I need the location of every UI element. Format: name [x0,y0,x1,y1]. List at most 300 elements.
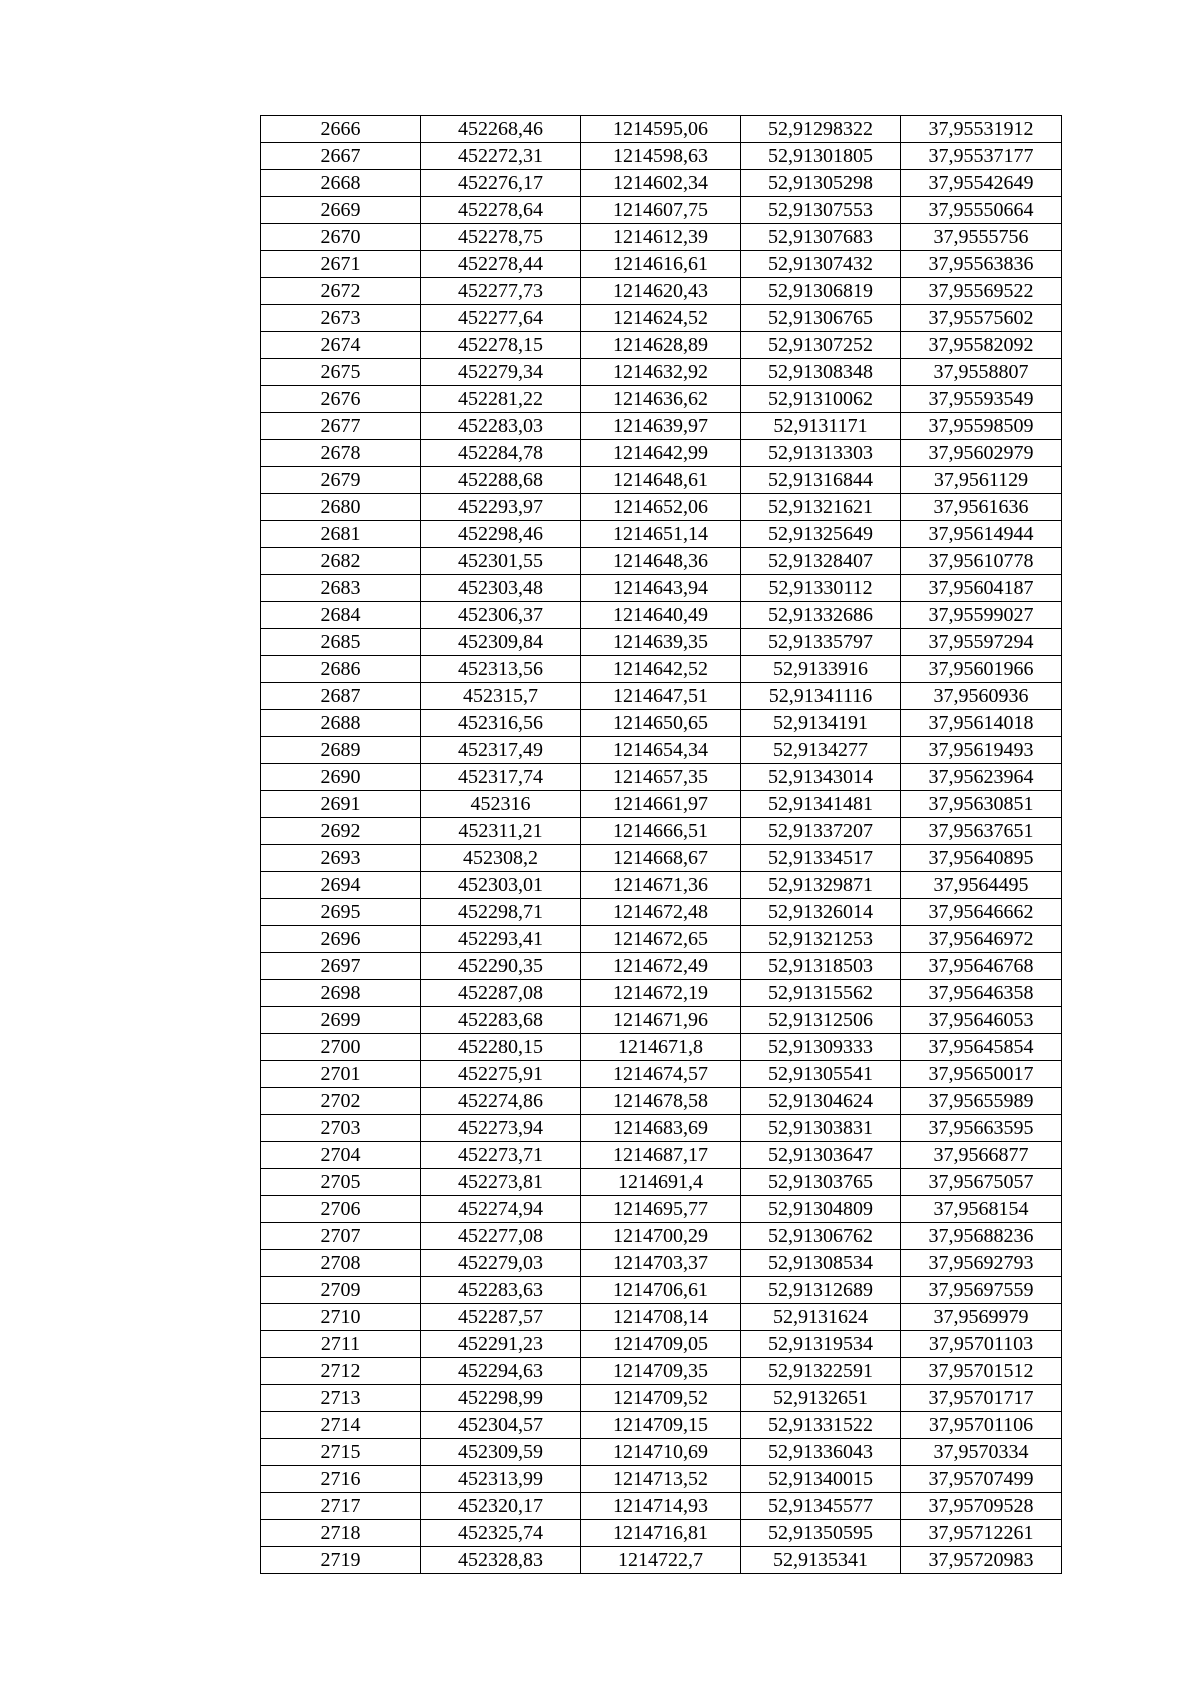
latitude-cell: 52,91326014 [741,899,901,926]
latitude-cell: 52,91331522 [741,1412,901,1439]
x-coordinate-cell: 452298,46 [421,521,581,548]
y-coordinate-cell: 1214624,52 [581,305,741,332]
point-number-cell: 2697 [261,953,421,980]
y-coordinate-cell: 1214671,36 [581,872,741,899]
y-coordinate-cell: 1214651,14 [581,521,741,548]
latitude-cell: 52,91329871 [741,872,901,899]
y-coordinate-cell: 1214709,05 [581,1331,741,1358]
x-coordinate-cell: 452298,99 [421,1385,581,1412]
x-coordinate-cell: 452298,71 [421,899,581,926]
longitude-cell: 37,95542649 [901,170,1062,197]
latitude-cell: 52,91306819 [741,278,901,305]
longitude-cell: 37,95597294 [901,629,1062,656]
latitude-cell: 52,9134277 [741,737,901,764]
latitude-cell: 52,9135341 [741,1547,901,1574]
table-row [261,440,1062,467]
table-row [261,251,1062,278]
point-number-cell: 2704 [261,1142,421,1169]
point-number-cell: 2679 [261,467,421,494]
y-coordinate-cell: 1214709,52 [581,1385,741,1412]
y-coordinate-cell: 1214598,63 [581,143,741,170]
latitude-cell: 52,91316844 [741,467,901,494]
point-number-cell: 2708 [261,1250,421,1277]
table-row [261,1277,1062,1304]
y-coordinate-cell: 1214616,61 [581,251,741,278]
longitude-cell: 37,9569979 [901,1304,1062,1331]
y-coordinate-cell: 1214672,48 [581,899,741,926]
longitude-cell: 37,95593549 [901,386,1062,413]
y-coordinate-cell: 1214661,97 [581,791,741,818]
table-row [261,386,1062,413]
y-coordinate-cell: 1214647,51 [581,683,741,710]
table-row [261,1331,1062,1358]
longitude-cell: 37,95630851 [901,791,1062,818]
x-coordinate-cell: 452284,78 [421,440,581,467]
latitude-cell: 52,91328407 [741,548,901,575]
table-row [261,899,1062,926]
latitude-cell: 52,91337207 [741,818,901,845]
x-coordinate-cell: 452276,17 [421,170,581,197]
x-coordinate-cell: 452315,7 [421,683,581,710]
point-number-cell: 2689 [261,737,421,764]
longitude-cell: 37,9561636 [901,494,1062,521]
table-row [261,1520,1062,1547]
longitude-cell: 37,95646768 [901,953,1062,980]
longitude-cell: 37,9564495 [901,872,1062,899]
point-number-cell: 2712 [261,1358,421,1385]
x-coordinate-cell: 452279,03 [421,1250,581,1277]
x-coordinate-cell: 452317,49 [421,737,581,764]
point-number-cell: 2680 [261,494,421,521]
latitude-cell: 52,91330112 [741,575,901,602]
coordinates-table-body [261,116,1062,1574]
table-row [261,1412,1062,1439]
y-coordinate-cell: 1214607,75 [581,197,741,224]
y-coordinate-cell: 1214713,52 [581,1466,741,1493]
x-coordinate-cell: 452281,22 [421,386,581,413]
x-coordinate-cell: 452278,64 [421,197,581,224]
x-coordinate-cell: 452303,01 [421,872,581,899]
y-coordinate-cell: 1214674,57 [581,1061,741,1088]
point-number-cell: 2670 [261,224,421,251]
latitude-cell: 52,91305298 [741,170,901,197]
table-row [261,548,1062,575]
point-number-cell: 2684 [261,602,421,629]
table-row [261,737,1062,764]
table-row [261,278,1062,305]
table-row [261,953,1062,980]
point-number-cell: 2719 [261,1547,421,1574]
point-number-cell: 2666 [261,116,421,143]
table-row [261,521,1062,548]
table-row [261,980,1062,1007]
point-number-cell: 2706 [261,1196,421,1223]
y-coordinate-cell: 1214710,69 [581,1439,741,1466]
x-coordinate-cell: 452278,44 [421,251,581,278]
x-coordinate-cell: 452313,56 [421,656,581,683]
x-coordinate-cell: 452317,74 [421,764,581,791]
x-coordinate-cell: 452308,2 [421,845,581,872]
x-coordinate-cell: 452273,71 [421,1142,581,1169]
y-coordinate-cell: 1214703,37 [581,1250,741,1277]
point-number-cell: 2713 [261,1385,421,1412]
table-row [261,1196,1062,1223]
latitude-cell: 52,91345577 [741,1493,901,1520]
table-row [261,1304,1062,1331]
longitude-cell: 37,9570334 [901,1439,1062,1466]
latitude-cell: 52,91298322 [741,116,901,143]
y-coordinate-cell: 1214709,35 [581,1358,741,1385]
longitude-cell: 37,95602979 [901,440,1062,467]
point-number-cell: 2715 [261,1439,421,1466]
point-number-cell: 2705 [261,1169,421,1196]
y-coordinate-cell: 1214654,34 [581,737,741,764]
y-coordinate-cell: 1214628,89 [581,332,741,359]
point-number-cell: 2675 [261,359,421,386]
latitude-cell: 52,91341116 [741,683,901,710]
y-coordinate-cell: 1214691,4 [581,1169,741,1196]
longitude-cell: 37,95640895 [901,845,1062,872]
y-coordinate-cell: 1214709,15 [581,1412,741,1439]
y-coordinate-cell: 1214706,61 [581,1277,741,1304]
coordinates-table [260,115,1062,1574]
table-row [261,926,1062,953]
latitude-cell: 52,91307553 [741,197,901,224]
x-coordinate-cell: 452279,34 [421,359,581,386]
point-number-cell: 2692 [261,818,421,845]
point-number-cell: 2701 [261,1061,421,1088]
longitude-cell: 37,95646358 [901,980,1062,1007]
y-coordinate-cell: 1214648,61 [581,467,741,494]
latitude-cell: 52,91321253 [741,926,901,953]
table-row [261,1007,1062,1034]
point-number-cell: 2686 [261,656,421,683]
point-number-cell: 2718 [261,1520,421,1547]
table-row [261,1169,1062,1196]
table-row [261,305,1062,332]
point-number-cell: 2676 [261,386,421,413]
latitude-cell: 52,91343014 [741,764,901,791]
latitude-cell: 52,91308534 [741,1250,901,1277]
longitude-cell: 37,95712261 [901,1520,1062,1547]
latitude-cell: 52,91304809 [741,1196,901,1223]
longitude-cell: 37,95619493 [901,737,1062,764]
table-row [261,359,1062,386]
x-coordinate-cell: 452293,41 [421,926,581,953]
x-coordinate-cell: 452287,57 [421,1304,581,1331]
table-row [261,1493,1062,1520]
longitude-cell: 37,9561129 [901,467,1062,494]
point-number-cell: 2716 [261,1466,421,1493]
longitude-cell: 37,95623964 [901,764,1062,791]
longitude-cell: 37,9568154 [901,1196,1062,1223]
y-coordinate-cell: 1214700,29 [581,1223,741,1250]
point-number-cell: 2667 [261,143,421,170]
y-coordinate-cell: 1214671,96 [581,1007,741,1034]
x-coordinate-cell: 452301,55 [421,548,581,575]
longitude-cell: 37,95701512 [901,1358,1062,1385]
longitude-cell: 37,95720983 [901,1547,1062,1574]
latitude-cell: 52,91310062 [741,386,901,413]
longitude-cell: 37,95663595 [901,1115,1062,1142]
x-coordinate-cell: 452290,35 [421,953,581,980]
y-coordinate-cell: 1214636,62 [581,386,741,413]
y-coordinate-cell: 1214708,14 [581,1304,741,1331]
table-row [261,1439,1062,1466]
y-coordinate-cell: 1214672,65 [581,926,741,953]
latitude-cell: 52,91303765 [741,1169,901,1196]
latitude-cell: 52,91308348 [741,359,901,386]
y-coordinate-cell: 1214640,49 [581,602,741,629]
point-number-cell: 2695 [261,899,421,926]
x-coordinate-cell: 452316,56 [421,710,581,737]
point-number-cell: 2702 [261,1088,421,1115]
point-number-cell: 2669 [261,197,421,224]
longitude-cell: 37,95650017 [901,1061,1062,1088]
longitude-cell: 37,95697559 [901,1277,1062,1304]
y-coordinate-cell: 1214648,36 [581,548,741,575]
table-row [261,818,1062,845]
point-number-cell: 2698 [261,980,421,1007]
table-row [261,413,1062,440]
y-coordinate-cell: 1214668,67 [581,845,741,872]
longitude-cell: 37,9558807 [901,359,1062,386]
table-row [261,116,1062,143]
longitude-cell: 37,95614944 [901,521,1062,548]
y-coordinate-cell: 1214642,52 [581,656,741,683]
point-number-cell: 2710 [261,1304,421,1331]
table-row [261,656,1062,683]
latitude-cell: 52,91350595 [741,1520,901,1547]
latitude-cell: 52,91334517 [741,845,901,872]
point-number-cell: 2668 [261,170,421,197]
longitude-cell: 37,95675057 [901,1169,1062,1196]
x-coordinate-cell: 452309,84 [421,629,581,656]
point-number-cell: 2683 [261,575,421,602]
y-coordinate-cell: 1214632,92 [581,359,741,386]
table-row [261,143,1062,170]
latitude-cell: 52,91325649 [741,521,901,548]
point-number-cell: 2688 [261,710,421,737]
latitude-cell: 52,91321621 [741,494,901,521]
longitude-cell: 37,95646972 [901,926,1062,953]
latitude-cell: 52,9134191 [741,710,901,737]
x-coordinate-cell: 452294,63 [421,1358,581,1385]
latitude-cell: 52,91301805 [741,143,901,170]
longitude-cell: 37,95531912 [901,116,1062,143]
y-coordinate-cell: 1214639,35 [581,629,741,656]
longitude-cell: 37,95692793 [901,1250,1062,1277]
table-row [261,332,1062,359]
latitude-cell: 52,91307252 [741,332,901,359]
table-row [261,629,1062,656]
point-number-cell: 2674 [261,332,421,359]
y-coordinate-cell: 1214714,93 [581,1493,741,1520]
longitude-cell: 37,95701103 [901,1331,1062,1358]
latitude-cell: 52,9131171 [741,413,901,440]
y-coordinate-cell: 1214652,06 [581,494,741,521]
table-row [261,602,1062,629]
point-number-cell: 2703 [261,1115,421,1142]
table-row [261,1088,1062,1115]
point-number-cell: 2707 [261,1223,421,1250]
table-row [261,1115,1062,1142]
x-coordinate-cell: 452272,31 [421,143,581,170]
longitude-cell: 37,95582092 [901,332,1062,359]
table-row [261,494,1062,521]
x-coordinate-cell: 452287,08 [421,980,581,1007]
longitude-cell: 37,95601966 [901,656,1062,683]
latitude-cell: 52,91335797 [741,629,901,656]
latitude-cell: 52,91322591 [741,1358,901,1385]
x-coordinate-cell: 452277,08 [421,1223,581,1250]
longitude-cell: 37,9566877 [901,1142,1062,1169]
longitude-cell: 37,9560936 [901,683,1062,710]
x-coordinate-cell: 452304,57 [421,1412,581,1439]
point-number-cell: 2696 [261,926,421,953]
point-number-cell: 2709 [261,1277,421,1304]
table-row [261,764,1062,791]
y-coordinate-cell: 1214666,51 [581,818,741,845]
x-coordinate-cell: 452320,17 [421,1493,581,1520]
x-coordinate-cell: 452288,68 [421,467,581,494]
table-row [261,1547,1062,1574]
y-coordinate-cell: 1214671,8 [581,1034,741,1061]
longitude-cell: 37,95709528 [901,1493,1062,1520]
x-coordinate-cell: 452280,15 [421,1034,581,1061]
y-coordinate-cell: 1214595,06 [581,116,741,143]
table-row [261,791,1062,818]
x-coordinate-cell: 452274,94 [421,1196,581,1223]
x-coordinate-cell: 452316 [421,791,581,818]
longitude-cell: 37,95598509 [901,413,1062,440]
point-number-cell: 2678 [261,440,421,467]
longitude-cell: 37,95646662 [901,899,1062,926]
latitude-cell: 52,91306765 [741,305,901,332]
y-coordinate-cell: 1214722,7 [581,1547,741,1574]
latitude-cell: 52,91313303 [741,440,901,467]
y-coordinate-cell: 1214672,19 [581,980,741,1007]
point-number-cell: 2672 [261,278,421,305]
latitude-cell: 52,91307683 [741,224,901,251]
point-number-cell: 2714 [261,1412,421,1439]
longitude-cell: 37,95645854 [901,1034,1062,1061]
y-coordinate-cell: 1214639,97 [581,413,741,440]
x-coordinate-cell: 452274,86 [421,1088,581,1115]
table-row [261,683,1062,710]
table-row [261,1250,1062,1277]
longitude-cell: 37,95569522 [901,278,1062,305]
point-number-cell: 2699 [261,1007,421,1034]
longitude-cell: 37,95610778 [901,548,1062,575]
latitude-cell: 52,91303647 [741,1142,901,1169]
y-coordinate-cell: 1214672,49 [581,953,741,980]
longitude-cell: 37,95550664 [901,197,1062,224]
latitude-cell: 52,91315562 [741,980,901,1007]
longitude-cell: 37,95575602 [901,305,1062,332]
point-number-cell: 2694 [261,872,421,899]
x-coordinate-cell: 452278,75 [421,224,581,251]
latitude-cell: 52,9133916 [741,656,901,683]
y-coordinate-cell: 1214642,99 [581,440,741,467]
y-coordinate-cell: 1214678,58 [581,1088,741,1115]
longitude-cell: 37,95707499 [901,1466,1062,1493]
longitude-cell: 37,95537177 [901,143,1062,170]
longitude-cell: 37,95599027 [901,602,1062,629]
table-row [261,1223,1062,1250]
latitude-cell: 52,91332686 [741,602,901,629]
longitude-cell: 37,95701717 [901,1385,1062,1412]
table-row [261,170,1062,197]
y-coordinate-cell: 1214657,35 [581,764,741,791]
latitude-cell: 52,91307432 [741,251,901,278]
table-row [261,845,1062,872]
x-coordinate-cell: 452283,03 [421,413,581,440]
latitude-cell: 52,91340015 [741,1466,901,1493]
x-coordinate-cell: 452309,59 [421,1439,581,1466]
x-coordinate-cell: 452283,63 [421,1277,581,1304]
point-number-cell: 2685 [261,629,421,656]
latitude-cell: 52,91304624 [741,1088,901,1115]
latitude-cell: 52,91341481 [741,791,901,818]
point-number-cell: 2700 [261,1034,421,1061]
x-coordinate-cell: 452277,73 [421,278,581,305]
x-coordinate-cell: 452275,91 [421,1061,581,1088]
latitude-cell: 52,91336043 [741,1439,901,1466]
longitude-cell: 37,95563836 [901,251,1062,278]
latitude-cell: 52,9132651 [741,1385,901,1412]
table-row [261,1358,1062,1385]
x-coordinate-cell: 452325,74 [421,1520,581,1547]
x-coordinate-cell: 452283,68 [421,1007,581,1034]
latitude-cell: 52,91309333 [741,1034,901,1061]
latitude-cell: 52,91318503 [741,953,901,980]
point-number-cell: 2693 [261,845,421,872]
latitude-cell: 52,91312506 [741,1007,901,1034]
x-coordinate-cell: 452268,46 [421,116,581,143]
y-coordinate-cell: 1214687,17 [581,1142,741,1169]
y-coordinate-cell: 1214695,77 [581,1196,741,1223]
point-number-cell: 2711 [261,1331,421,1358]
y-coordinate-cell: 1214612,39 [581,224,741,251]
longitude-cell: 37,95655989 [901,1088,1062,1115]
point-number-cell: 2682 [261,548,421,575]
x-coordinate-cell: 452313,99 [421,1466,581,1493]
x-coordinate-cell: 452291,23 [421,1331,581,1358]
table-row [261,1385,1062,1412]
point-number-cell: 2677 [261,413,421,440]
table-row [261,1034,1062,1061]
y-coordinate-cell: 1214650,65 [581,710,741,737]
x-coordinate-cell: 452293,97 [421,494,581,521]
x-coordinate-cell: 452311,21 [421,818,581,845]
point-number-cell: 2717 [261,1493,421,1520]
latitude-cell: 52,91303831 [741,1115,901,1142]
table-row [261,575,1062,602]
table-row [261,197,1062,224]
x-coordinate-cell: 452328,83 [421,1547,581,1574]
y-coordinate-cell: 1214683,69 [581,1115,741,1142]
table-row [261,467,1062,494]
longitude-cell: 37,95614018 [901,710,1062,737]
table-row [261,1061,1062,1088]
point-number-cell: 2673 [261,305,421,332]
table-row [261,872,1062,899]
y-coordinate-cell: 1214602,34 [581,170,741,197]
x-coordinate-cell: 452278,15 [421,332,581,359]
table-row [261,710,1062,737]
longitude-cell: 37,95604187 [901,575,1062,602]
